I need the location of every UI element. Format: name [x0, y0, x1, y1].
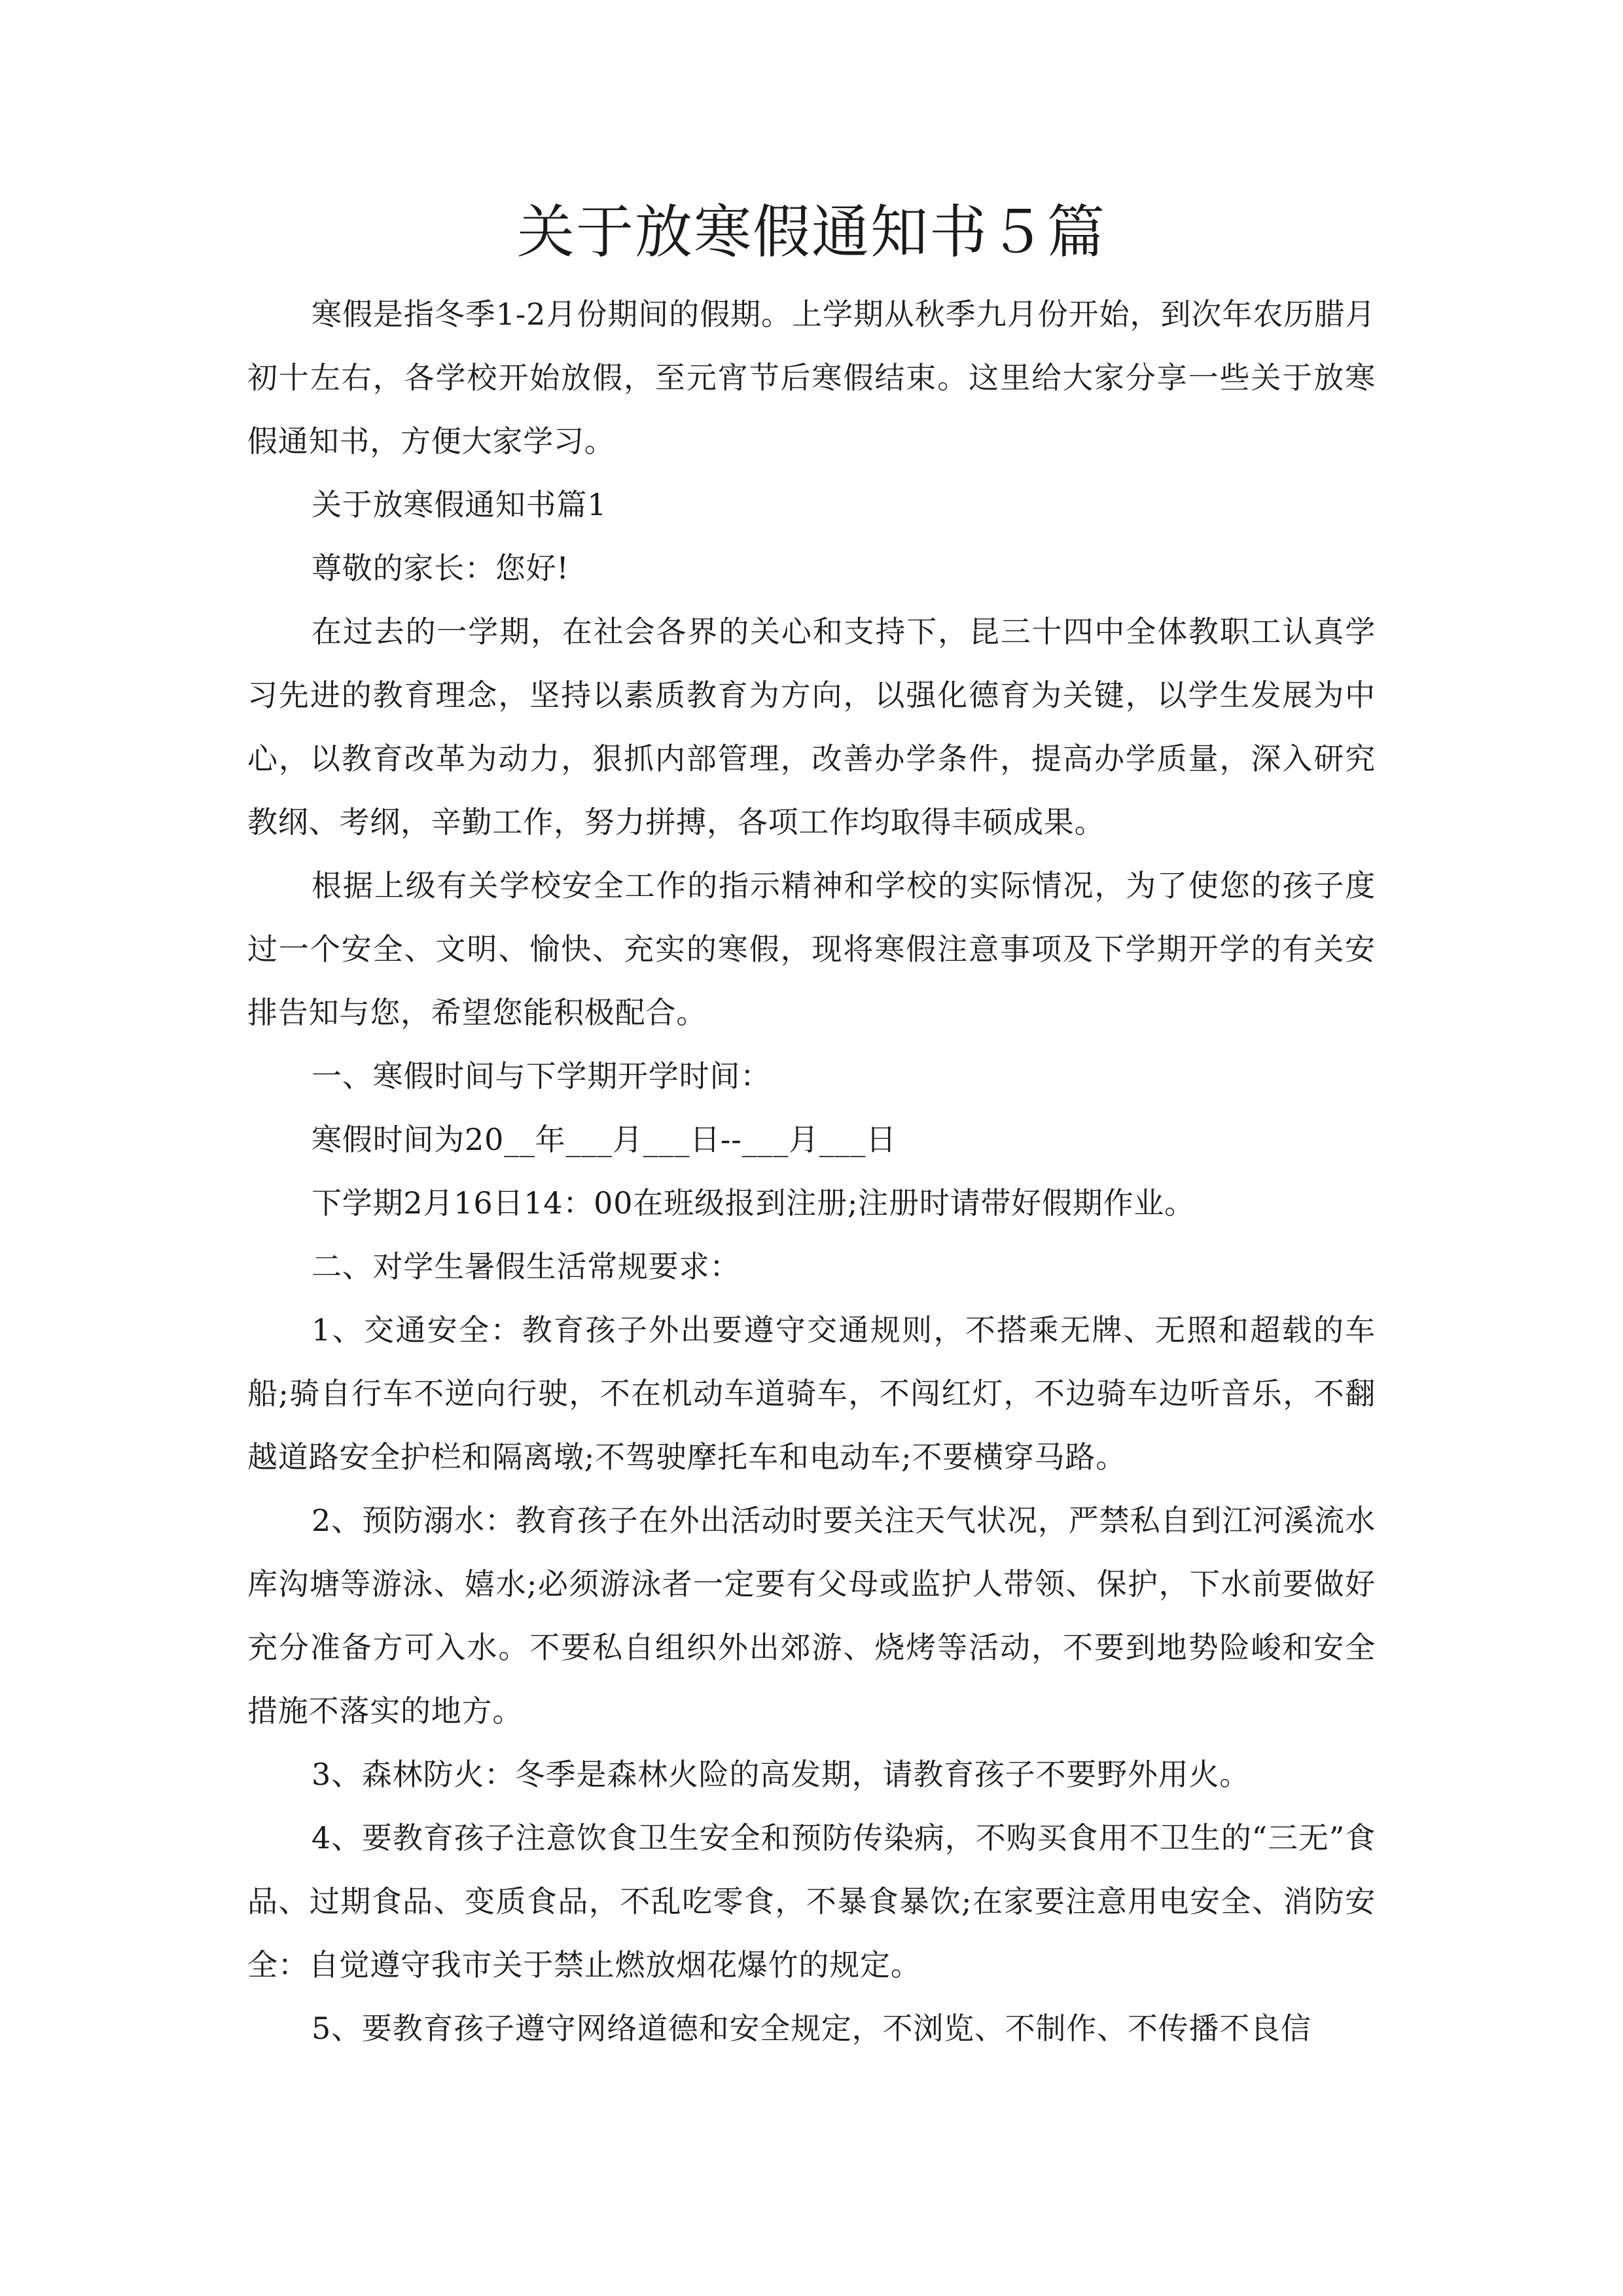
vacation-date-line: 寒假时间为20__年___月___日--___月___日: [312, 1122, 897, 1157]
paragraph-achievements: 在过去的一学期，在社会各界的关心和支持下，昆三十四中全体教职工认真学习先进的教育理念，坚持以素质教育为方向，以强化德育为关键，以学生发展为中心，以教育改革为动力，狠抓内部管理，改善办学条件，提高办学质量，深入研究教纲、考纲，辛勤工作，努力拼搏，各项工作均取得丰硕成果。: [247, 614, 1376, 840]
item-forest-fire: 3、森林防火：冬季是森林火险的高发期，请教育孩子不要野外用火。: [312, 1757, 1251, 1792]
item-network-safety: 5、要教育孩子遵守网络道德和安全规定，不浏览、不制作、不传播不良信: [312, 2011, 1311, 2046]
paragraph-purpose: 根据上级有关学校安全工作的指示精神和学校的实际情况，为了使您的孩子度过一个安全、文明、愉快、充实的寒假，现将寒假注意事项及下学期开学的有关安排告知与您，希望您能积极配合。: [247, 868, 1376, 1030]
heading-vacation-time: 一、寒假时间与下学期开学时间：: [312, 1058, 771, 1094]
section-heading-notice-1: 关于放寒假通知书篇1: [312, 487, 607, 522]
paragraph-intro: 寒假是指冬季1-2月份期间的假期。上学期从秋季九月份开始，到次年农历腊月初十左右，各学校开始放假，至元宵节后寒假结束。这里给大家分享一些关于放寒假通知书，方便大家学习。: [247, 296, 1376, 459]
heading-requirements: 二、对学生暑假生活常规要求：: [312, 1249, 741, 1284]
document-body: [247, 283, 1376, 2060]
salutation: 尊敬的家长：您好!: [312, 550, 569, 586]
item-drowning-prevention: 2、预防溺水：教育孩子在外出活动时要关注天气状况，严禁私自到江河溪流水库沟塘等游泳、嬉水;必须游泳者一定要有父母或监护人带领、保护，下水前要做好充分准备方可入水。不要私自组织外出郊游、烧烤等活动，不要到地势险峻和安全措施不落实的地方。: [247, 1503, 1376, 1729]
item-traffic-safety: 1、交通安全：教育孩子外出要遵守交通规则，不搭乘无牌、无照和超载的车船;骑自行车不逆向行驶，不在机动车道骑车，不闯红灯，不边骑车边听音乐，不翻越道路安全护栏和隔离墩;不驾驶摩托车和电动车;不要横穿马路。: [247, 1312, 1376, 1475]
registration-line: 下学期2月16日14：00在班级报到注册;注册时请带好假期作业。: [312, 1185, 1195, 1221]
item-food-safety: 4、要教育孩子注意饮食卫生安全和预防传染病，不购买食用不卫生的“三无”食品、过期食品、变质食品，不乱吃零食，不暴食暴饮;在家要注意用电安全、消防安全：自觉遵守我市关于禁止燃放烟花爆竹的规定。: [247, 1820, 1376, 1982]
document-title: 关于放寒假通知书５篇: [516, 198, 1106, 266]
